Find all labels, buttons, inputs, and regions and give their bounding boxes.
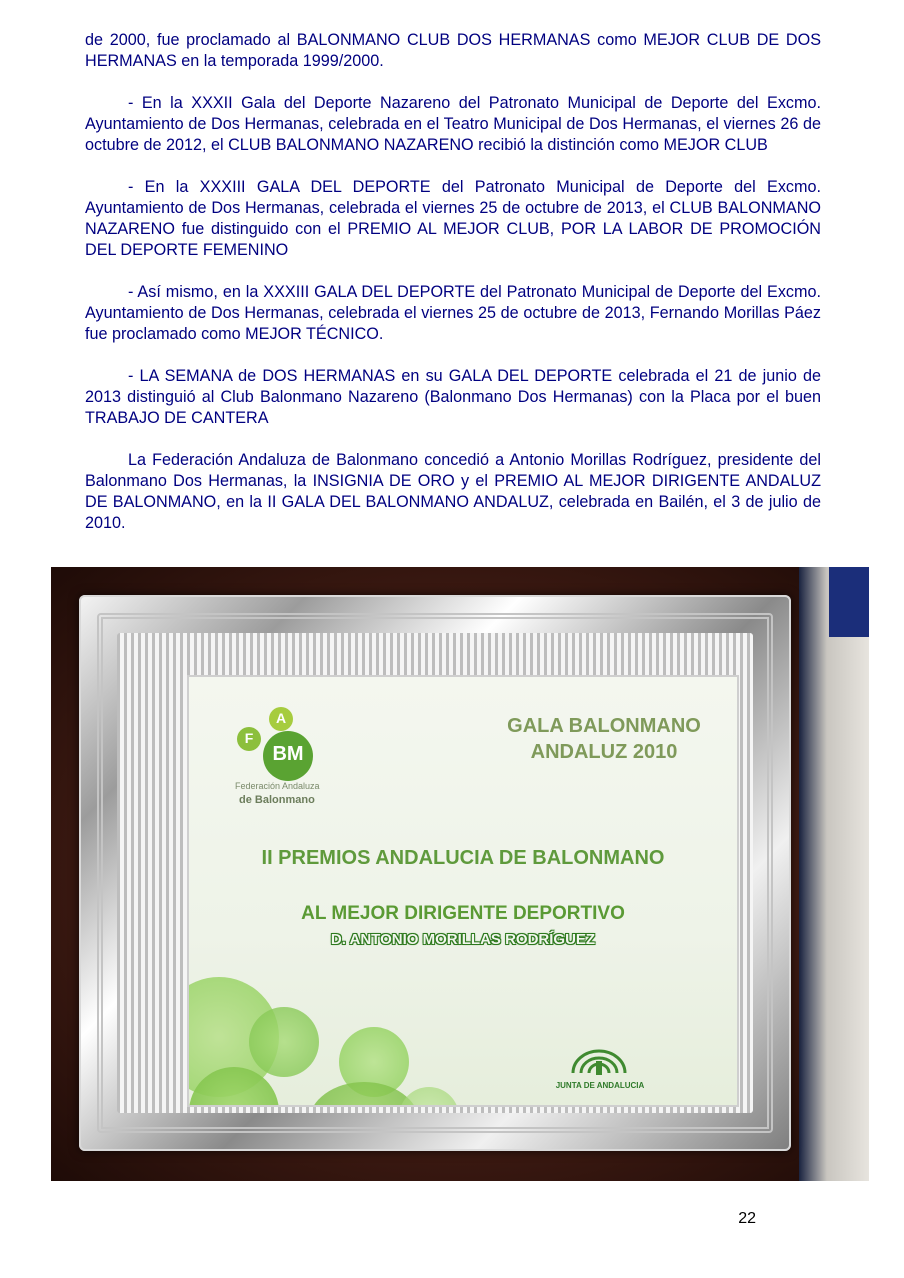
logo-letter-bm: BM — [272, 743, 304, 765]
decor-circle — [399, 1087, 459, 1105]
body-text — [85, 30, 821, 555]
junta-andalucia-label: JUNTA DE ANDALUCIA — [555, 1081, 645, 1090]
paragraph: de 2000, fue proclamado al BALONMANO CLUB DOS HERMANAS como MEJOR CLUB DE DOS HERMANAS en la temporada 1999/2000. — [85, 31, 821, 70]
page-number: 22 — [738, 1210, 756, 1227]
paragraph: La Federación Andaluza de Balonmano concedió a Antonio Morillas Rodríguez, presidente del Balonmano Dos Hermanas, la INSIGNIA DE ORO y el PREMIO AL MEJOR DIRIGENTE ANDALUZ DE BALONMANO, en la II GALA DEL BALONMANO ANDALUZ, celebrada en Bailén, el 3 de julio de 2010. — [85, 451, 821, 532]
background-blue — [829, 567, 869, 637]
gala-title-line2: ANDALUZ 2010 — [530, 741, 678, 763]
federation-name-line2: de Balonmano — [239, 794, 315, 806]
award-plaque — [189, 677, 737, 1105]
paragraph: - En la XXXIII GALA DEL DEPORTE del Patronato Municipal de Deporte del Excmo. Ayuntamiento de Dos Hermanas, celebrada el viernes 25 de octubre de 2013, el CLUB BALONMANO NAZARENO fue distinguido con el PREMIO AL MEJOR CLUB, POR LA LABOR DE PROMOCIÓN DEL DEPORTE FEMENINO — [85, 178, 821, 259]
paragraph: - En la XXXII Gala del Deporte Nazareno del Patronato Municipal de Deporte del Excmo. Ayuntamiento de Dos Hermanas, celebrada en el Teatro Municipal de Dos Hermanas, el viernes 26 de octubre de 2012, el CLUB BALONMANO NAZARENO recibió la distinción como MEJOR CLUB — [85, 94, 821, 154]
paragraph: - LA SEMANA de DOS HERMANAS en su GALA DEL DEPORTE celebrada el 21 de junio de 2013 distinguió al Club Balonmano Nazareno (Balonmano Dos Hermanas) con la Placa por el buen TRABAJO DE CANTERA — [85, 367, 821, 427]
background-cloth — [799, 567, 869, 1181]
gala-title-line1: GALA BALONMANO — [507, 715, 701, 737]
logo-letter-a: A — [275, 710, 287, 726]
gala-title — [489, 713, 719, 765]
award-title: AL MEJOR DIRIGENTE DEPORTIVO — [301, 903, 625, 924]
junta-andalucia-logo-icon — [567, 1043, 631, 1079]
recipient-name: D. ANTONIO MORILLAS RODRÍGUEZ — [330, 931, 596, 948]
decor-circle — [249, 1007, 319, 1077]
plaque-photo — [51, 567, 869, 1181]
premios-title: II PREMIOS ANDALUCIA DE BALONMANO — [261, 847, 665, 869]
federation-name-line1: Federación Andaluza — [235, 781, 320, 791]
silver-frame — [79, 595, 791, 1151]
paragraph: - Así mismo, en la XXXIII GALA DEL DEPORTE del Patronato Municipal de Deporte del Excmo. Ayuntamiento de Dos Hermanas, celebrada el viernes 25 de octubre de 2013, Fernando Morillas Páez fue proclamado como MEJOR TÉCNICO. — [85, 283, 821, 343]
logo-letter-f: F — [244, 730, 254, 746]
